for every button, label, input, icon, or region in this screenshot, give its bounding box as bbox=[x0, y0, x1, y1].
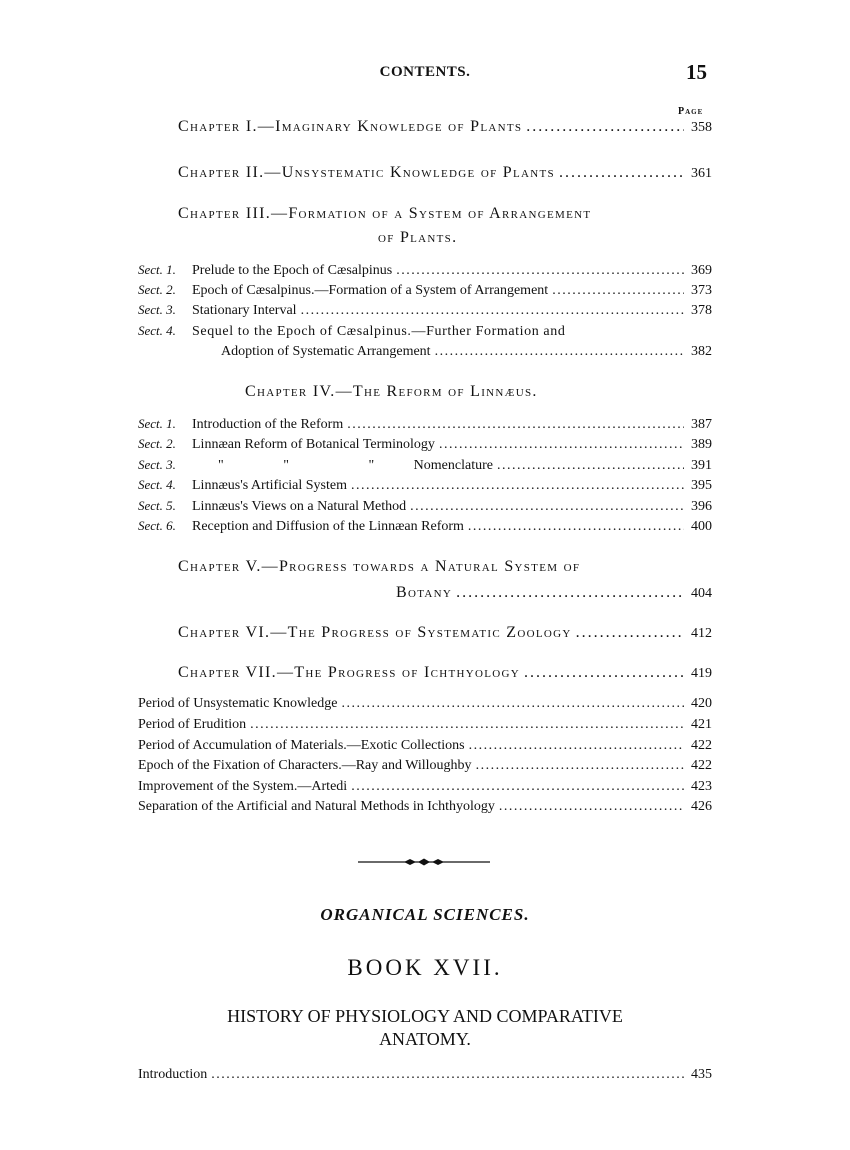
entry-title: Improvement of the System.—Artedi bbox=[138, 779, 348, 794]
leader-dots bbox=[435, 344, 684, 360]
page-ref: 358 bbox=[691, 120, 712, 135]
section-number: Sect. 2. bbox=[138, 282, 176, 297]
page-ref: 420 bbox=[691, 696, 712, 711]
section-entry bbox=[138, 282, 712, 299]
book-subtitle-line: ANATOMY. bbox=[379, 1029, 471, 1049]
leader-dots bbox=[341, 696, 684, 712]
section-title-cont: Adoption of Systematic Arrangement bbox=[221, 344, 431, 359]
section-number: Sect. 4. bbox=[138, 477, 176, 492]
leader-dots bbox=[250, 717, 684, 733]
leader-dots bbox=[469, 738, 684, 754]
leader-dots bbox=[559, 164, 684, 182]
part-heading: ORGANICAL SCIENCES. bbox=[320, 905, 530, 924]
leader-dots bbox=[301, 303, 684, 319]
chapter-7-entry bbox=[178, 664, 712, 682]
section-title: Prelude to the Epoch of Cæsalpinus bbox=[192, 263, 393, 278]
section-entry bbox=[138, 323, 712, 340]
leader-dots bbox=[439, 437, 684, 453]
section-entry bbox=[138, 457, 712, 474]
page-ref: 382 bbox=[691, 344, 712, 359]
ornamental-rule-icon bbox=[358, 856, 490, 868]
entry-title: Epoch of the Fixation of Characters.—Ray and Willoughby bbox=[138, 758, 472, 773]
section-entry bbox=[138, 498, 712, 515]
chapter-title: Chapter VII.—The Progress of Ichthyology bbox=[178, 664, 520, 681]
book-title: BOOK XVII. bbox=[347, 955, 503, 980]
section-number: Sect. 1. bbox=[138, 262, 176, 277]
page-ref: 389 bbox=[691, 437, 712, 452]
section-title: Sequel to the Epoch of Cæsalpinus.—Further Formation and bbox=[192, 324, 566, 339]
section-entry bbox=[138, 262, 712, 279]
section-title: Linnæus's Views on a Natural Method bbox=[192, 499, 407, 514]
page-ref: 412 bbox=[691, 626, 712, 641]
leader-dots bbox=[468, 519, 684, 535]
book-subtitle-line: HISTORY OF PHYSIOLOGY AND COMPARATIVE bbox=[227, 1006, 623, 1026]
chapter-4-title: Chapter IV.—The Reform of Linnæus. bbox=[245, 383, 538, 400]
leader-dots bbox=[497, 458, 684, 474]
leader-dots bbox=[410, 499, 684, 515]
page-ref: 391 bbox=[691, 458, 712, 473]
chapter-title: Chapter VI.—The Progress of Systematic Zoology bbox=[178, 624, 572, 641]
page-ref: 400 bbox=[691, 519, 712, 534]
toc-entry bbox=[138, 717, 712, 733]
leader-dots bbox=[524, 664, 684, 682]
leader-dots bbox=[211, 1067, 684, 1083]
running-header: CONTENTS. bbox=[379, 64, 471, 80]
entry-title: Separation of the Artificial and Natural Methods in Ichthyology bbox=[138, 799, 495, 814]
section-title: Reception and Diffusion of the Linnæan Reform bbox=[192, 519, 464, 534]
page-ref: 396 bbox=[691, 499, 712, 514]
page-ref: 387 bbox=[691, 417, 712, 432]
chapter-3-title: Chapter III.—Formation of a System of Arrangement bbox=[178, 205, 592, 222]
section-number: Sect. 1. bbox=[138, 416, 176, 431]
toc-entry bbox=[138, 696, 712, 712]
chapter-title: Chapter II.—Unsystematic Knowledge of Plants bbox=[178, 164, 555, 181]
section-entry bbox=[138, 416, 712, 433]
chapter-3-title-cont: of Plants. bbox=[378, 229, 458, 246]
entry-title: Period of Unsystematic Knowledge bbox=[138, 696, 338, 711]
page-ref: 421 bbox=[691, 717, 712, 732]
page-ref: 422 bbox=[691, 758, 712, 773]
page-ref: 369 bbox=[691, 263, 712, 278]
ditto-mark: " bbox=[283, 458, 289, 473]
leader-dots bbox=[456, 584, 684, 602]
section-title: Stationary Interval bbox=[192, 303, 297, 318]
section-number: Sect. 4. bbox=[138, 323, 176, 338]
page-ref: 404 bbox=[691, 586, 712, 601]
leader-dots bbox=[351, 779, 684, 795]
section-number: Sect. 2. bbox=[138, 436, 176, 451]
page-ref: 435 bbox=[691, 1067, 712, 1082]
entry-title: Period of Erudition bbox=[138, 717, 247, 732]
section-entry bbox=[138, 518, 712, 535]
leader-dots bbox=[351, 478, 684, 494]
leader-dots bbox=[526, 118, 684, 136]
page-ref: 422 bbox=[691, 738, 712, 753]
leader-dots bbox=[347, 417, 684, 433]
book-subtitle bbox=[0, 1005, 850, 1051]
section-number: Sect. 6. bbox=[138, 518, 176, 533]
ditto-mark: " bbox=[368, 458, 375, 473]
page-ref: 426 bbox=[691, 799, 712, 814]
entry-title: Introduction bbox=[138, 1067, 208, 1082]
leader-dots bbox=[499, 799, 684, 815]
toc-entry bbox=[138, 738, 712, 754]
chapter-5-entry bbox=[396, 584, 712, 602]
chapter-5-title: Chapter V.—Progress towards a Natural System of bbox=[178, 558, 581, 575]
toc-entry bbox=[138, 758, 712, 774]
section-number: Sect. 3. bbox=[138, 457, 176, 472]
toc-entry-introduction bbox=[138, 1067, 712, 1083]
ditto-mark: " bbox=[218, 458, 224, 473]
page-column-label: Page bbox=[678, 106, 704, 117]
page-number: 15 bbox=[686, 60, 707, 84]
section-entry bbox=[138, 477, 712, 494]
section-title: Linnæus's Artificial System bbox=[192, 478, 347, 493]
leader-dots bbox=[396, 263, 684, 279]
section-number: Sect. 3. bbox=[138, 302, 176, 317]
chapter-6-entry bbox=[178, 624, 712, 642]
chapter-title: Chapter I.—Imaginary Knowledge of Plants bbox=[178, 118, 523, 135]
section-title: Linnæan Reform of Botanical Terminology bbox=[192, 437, 435, 452]
leader-dots bbox=[576, 624, 684, 642]
page-ref: 423 bbox=[691, 779, 712, 794]
chapter-2-entry bbox=[178, 164, 712, 182]
page-ref: 395 bbox=[691, 478, 712, 493]
section-entry bbox=[138, 302, 712, 319]
section-number: Sect. 5. bbox=[138, 498, 176, 513]
section-title: Epoch of Cæsalpinus.—Formation of a System of Arrangement bbox=[192, 283, 549, 298]
chapter-title-cont: Botany bbox=[396, 584, 453, 601]
toc-entry bbox=[138, 779, 712, 795]
page-ref: 378 bbox=[691, 303, 712, 318]
leader-dots bbox=[476, 758, 684, 774]
leader-dots bbox=[552, 283, 684, 299]
section-title: Introduction of the Reform bbox=[192, 417, 344, 432]
page-ref: 361 bbox=[691, 166, 712, 181]
page-ref: 419 bbox=[691, 666, 712, 681]
entry-title: Period of Accumulation of Materials.—Exotic Collections bbox=[138, 738, 465, 753]
section-entry-cont bbox=[221, 344, 712, 360]
section-entry bbox=[138, 436, 712, 453]
chapter-1-entry bbox=[178, 118, 712, 136]
page-ref: 373 bbox=[691, 283, 712, 298]
toc-entry bbox=[138, 799, 712, 815]
ditto-marks bbox=[192, 458, 493, 474]
section-title: Nomenclature bbox=[413, 458, 493, 473]
